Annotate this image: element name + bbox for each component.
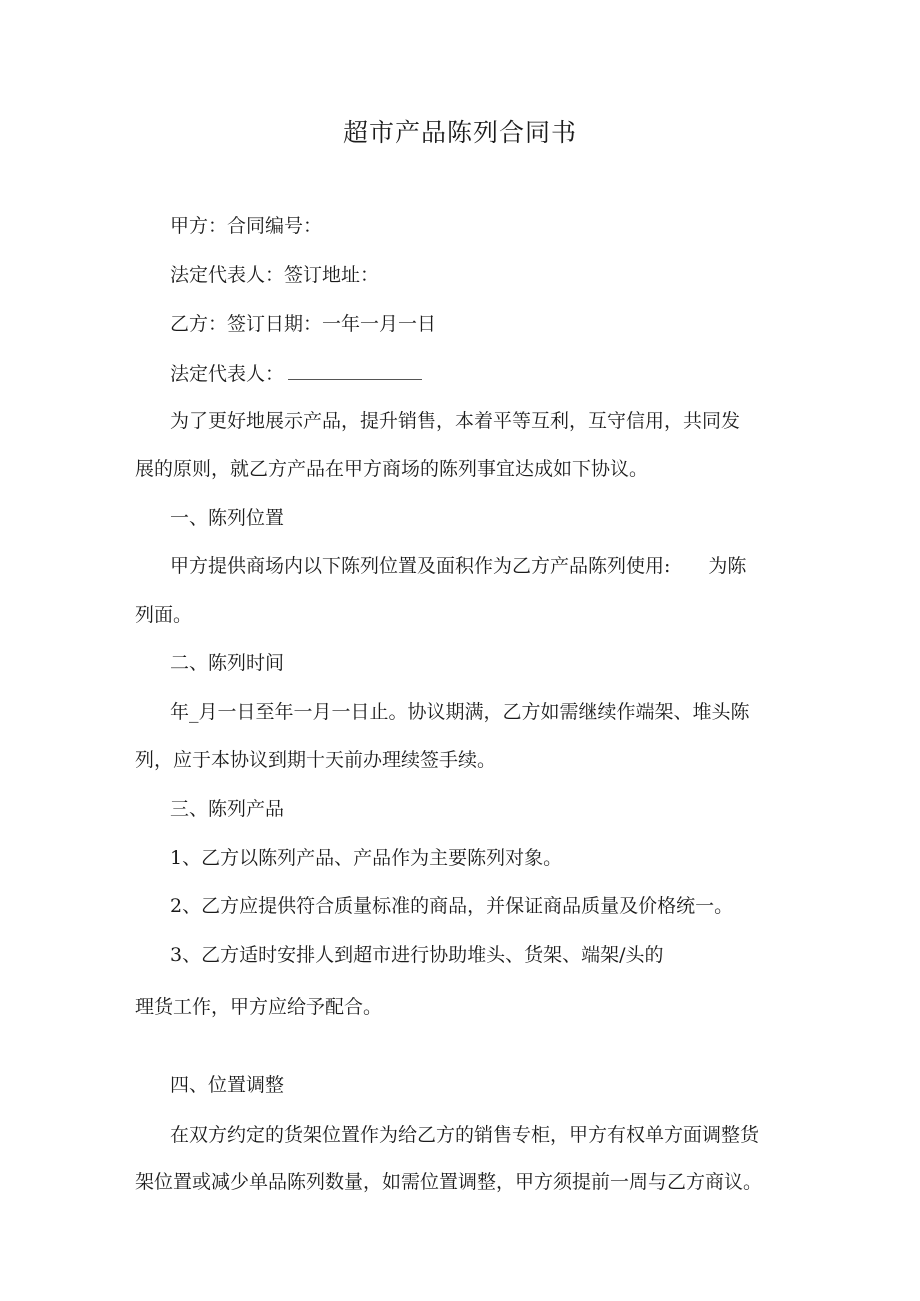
legal-rep-b-line (170, 361, 422, 386)
intro-paragraph-line-2: 展的原则，就乙方产品在甲方商场的陈列事宜达成如下协议。 (135, 458, 649, 480)
section-1-heading: 一、陈列位置 (170, 507, 285, 529)
section-3-item-2: 2、乙方应提供符合质量标准的商品，并保证商品质量及价格统一。 (170, 895, 734, 917)
section-4-line-1: 在双方约定的货架位置作为给乙方的销售专柜，甲方有权单方面调整货 (170, 1124, 760, 1146)
section-2-line-1: 年_月一日至年一月一日止。协议期满，乙方如需继续作端架、堆头陈 (170, 701, 750, 723)
legal-rep-b-label: 法定代表人： (170, 363, 285, 385)
intro-paragraph-line-1: 为了更好地展示产品，提升销售，本着平等互利，互守信用，共同发 (170, 410, 741, 432)
legal-rep-a-line: 法定代表人：签订地址： (170, 264, 380, 286)
section-1-line-1-tail: 为陈 (708, 555, 747, 577)
section-2-heading: 二、陈列时间 (170, 652, 285, 674)
party-a-line: 甲方：合同编号： (170, 215, 323, 237)
section-1-line-1 (170, 554, 746, 578)
section-4-line-2: 架位置或减少单品陈列数量，如需位置调整，甲方须提前一周与乙方商议。 (135, 1171, 763, 1193)
party-b-line (170, 312, 436, 336)
section-1-line-1-text: 甲方提供商场内以下陈列位置及面积作为乙方产品陈列使用: (170, 555, 671, 577)
signature-blank (288, 361, 422, 380)
party-b-text: 乙方：签订日期：一年一月一日 (170, 313, 437, 335)
section-2-line-2: 列，应于本协议到期十天前办理续签手续。 (135, 749, 497, 771)
section-1-line-2: 列面。 (135, 604, 193, 626)
section-3-item-1: 1、乙方以陈列产品、产品作为主要陈列对象。 (170, 847, 563, 869)
section-3-item-3: 3、乙方适时安排人到超市进行协助堆头、货架、端架/头的 (170, 944, 664, 966)
section-3-heading: 三、陈列产品 (170, 798, 285, 820)
document-title: 超市产品陈列合同书 (342, 118, 577, 147)
section-4-heading: 四、位置调整 (170, 1074, 285, 1096)
section-3-item-3-continued: 理货工作，甲方应给予配合。 (135, 996, 383, 1018)
